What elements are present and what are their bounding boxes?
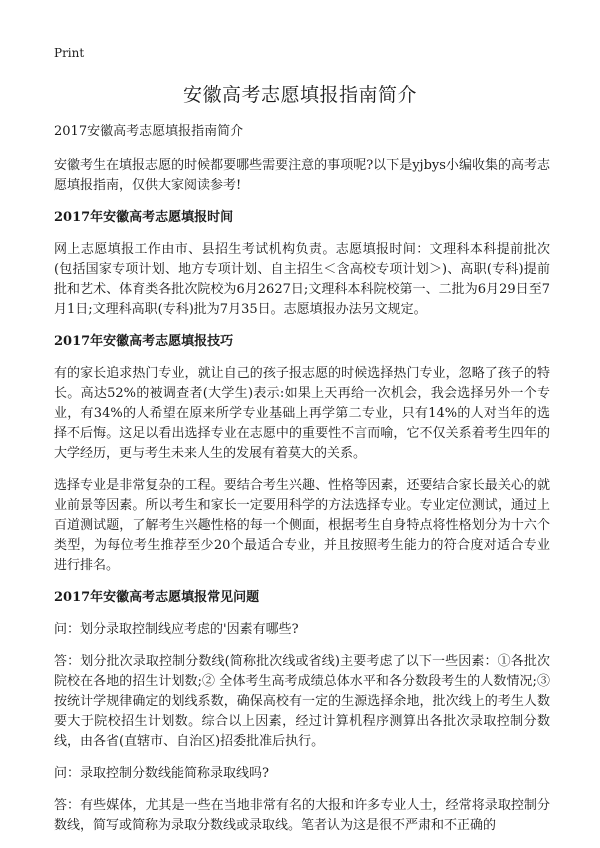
- section-heading-faq: 2017年安徽高考志愿填报常见问题: [54, 590, 260, 605]
- intro-paragraph: 安徽考生在填报志愿的时候都要哪些需要注意的事项呢?以下是yjbys小编收集的高考志愿填报指南，仅供大家阅读参考!: [54, 158, 550, 193]
- section-tips-paragraph-2: 选择专业是非常复杂的工程。要结合考生兴趣、性格等因素，还要结合家长最关心的就业前景等因素。所以考生和家长一定要用科学的方法选择专业。专业定位测试，通过上百道测试题，了解考生兴趣性格的每一个侧面，根据考生自身特点将性格划分为十六个类型，为每位考生推荐至少20个最适合专业，并且按照考生能力的符合度对适合专业进行排名。: [54, 478, 550, 573]
- faq-question-1: 问：划分录取控制线应考虑的'因素有哪些?: [54, 622, 299, 637]
- section-heading-tips: 2017年安徽高考志愿填报技巧: [54, 334, 234, 349]
- section-time-paragraph: 网上志愿填报工作由市、县招生考试机构负责。志愿填报时间：文理科本科提前批次(包括国家专项计划、地方专项计划、自主招生＜含高校专项计划＞)、高职(专科)提前批和艺术、体育类各批次院校为6月2627日;文理科本科院校第一、二批为6月29日至7月1日;文理科高职(专科)批为7月35日。志愿填报办法另文规定。: [54, 242, 550, 317]
- faq-answer-1: 答：划分批次录取控制分数线(简称批次线或省线)主要考虑了以下一些因素：①各批次院校在各地的招生计划数;② 全体考生高考成绩总体水平和各分数段考生的人数情况;③ 按统计学规律确定的划线系数，确保高校有一定的生源选择余地，批次线上的考生人数要大于院校招生计划数。综合以上因素，经过计算机程序测算出各批次录取控制分数线，由各省(直辖市、自治区)招委批准后执行。: [54, 654, 550, 749]
- page-title: 安徽高考志愿填报指南简介: [182, 84, 417, 106]
- faq-question-2: 问：录取控制分数线能简称录取线吗?: [54, 766, 269, 781]
- faq-answer-2: 答：有些媒体，尤其是一些在当地非常有名的大报和许多专业人士，经常将录取控制分数线，简写或简称为录取分数线或录取线。笔者认为这是很不严肃和不正确的: [54, 798, 550, 833]
- section-heading-time: 2017年安徽高考志愿填报时间: [54, 210, 234, 225]
- section-tips-paragraph-1: 有的家长追求热门专业，就让自己的孩子报志愿的时候选择热门专业，忽略了孩子的特长。高达52%的被调查者(大学生)表示:如果上天再给一次机会，我会选择另外一个专业，有34%的人希望在原来所学专业基础上再学第二专业，只有14%的人对当年的选择不后悔。这足以看出选择专业在志愿中的重要性不言而喻，它不仅关系着考生四年的大学经历，更与考生未来人生的发展有着莫大的关系。: [54, 366, 550, 461]
- article-body: [54, 122, 550, 848]
- print-link[interactable]: Print: [54, 46, 85, 60]
- article-subtitle: 2017安徽高考志愿填报指南简介: [54, 124, 244, 139]
